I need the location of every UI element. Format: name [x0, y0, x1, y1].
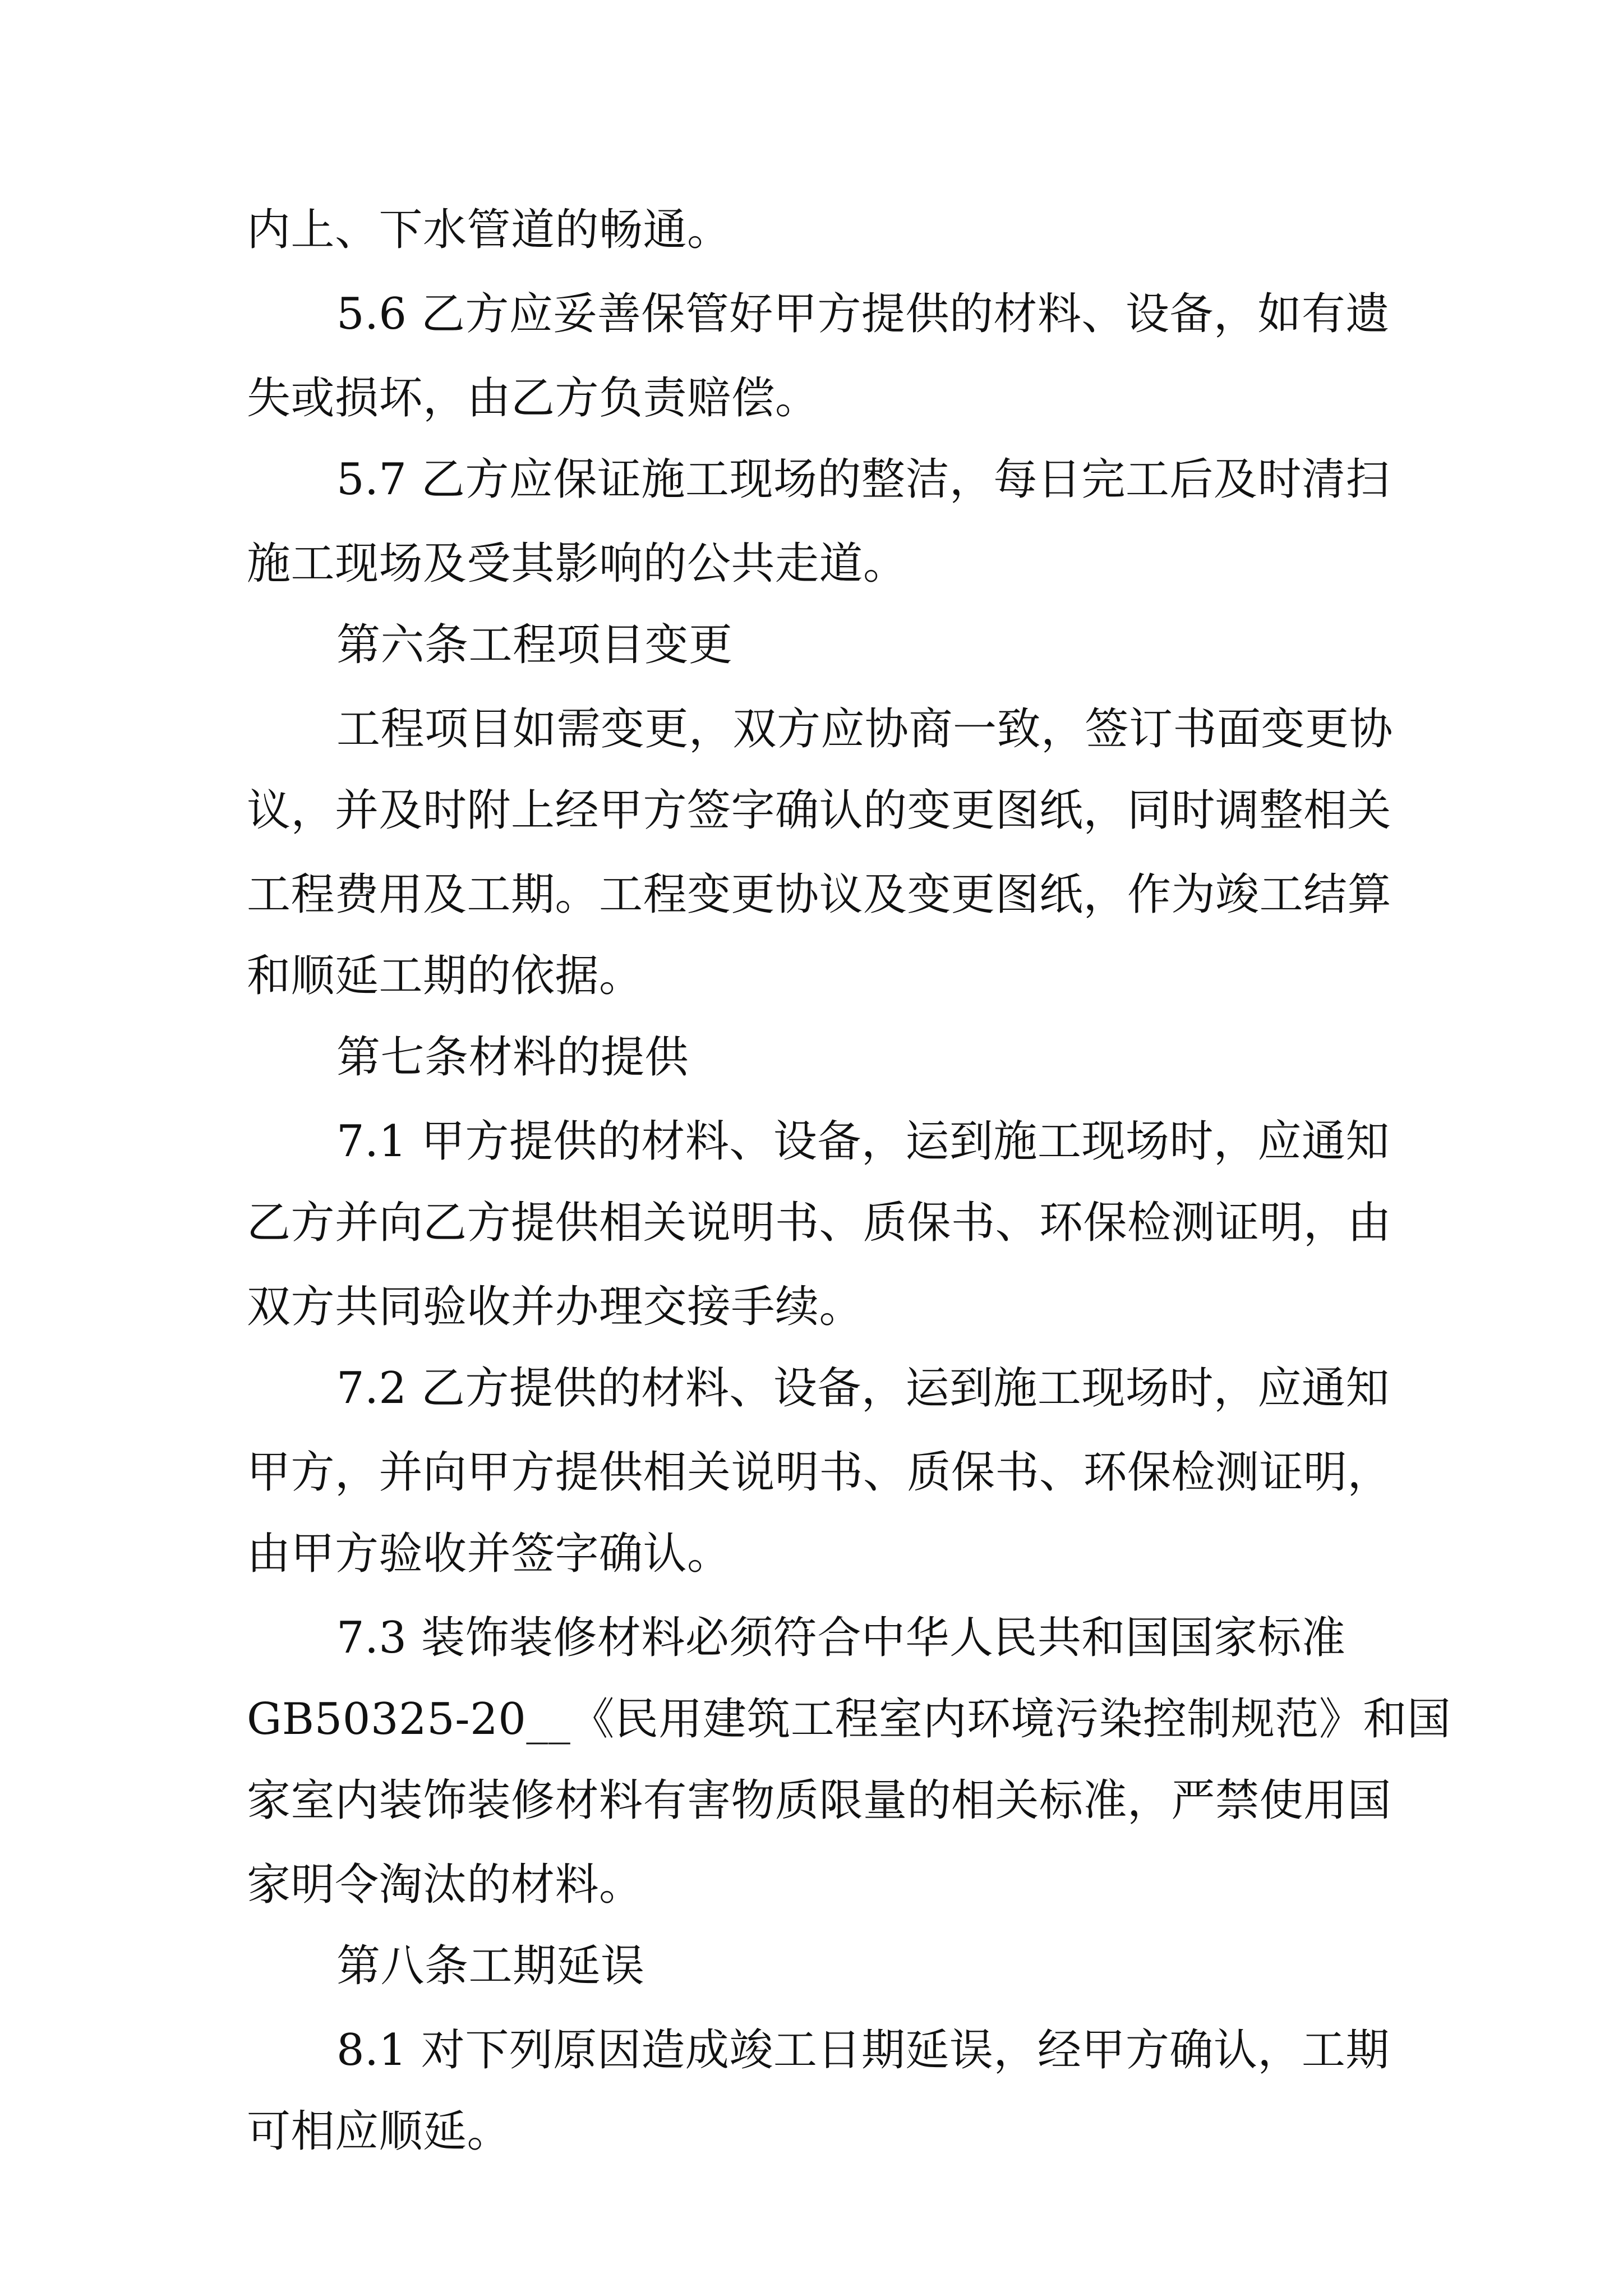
text-line-2: 5.6 乙方应妥善保管好甲方提供的材料、设备，如有遗: [336, 289, 1390, 339]
text-line-16: 甲方，并向甲方提供相关说明书、质保书、环保检测证明，: [247, 1447, 1392, 1498]
text-line-10: 和顺延工期的依据。: [247, 951, 643, 1001]
text-line-17: 由甲方验收并签字确认。: [247, 1529, 731, 1579]
text-line-20: 家室内装饰装修材料有害物质限量的相关标准，严禁使用国: [247, 1775, 1392, 1826]
text-line-7: 工程项目如需变更，双方应协商一致，签订书面变更协: [336, 704, 1394, 754]
text-line-5: 施工现场及受其影响的公共走道。: [247, 539, 907, 589]
section-heading-7: 第七条材料的提供: [336, 1032, 689, 1083]
text-line-9: 工程费用及工期。工程变更协议及变更图纸，作为竣工结算: [247, 869, 1392, 920]
text-line-8: 议，并及时附上经甲方签字确认的变更图纸，同时调整相关: [247, 785, 1392, 836]
text-line-1: 内上、下水管道的畅通。: [247, 205, 731, 255]
section-heading-8: 第八条工期延误: [336, 1941, 645, 1991]
text-line-3: 失或损坏，由乙方负责赔偿。: [247, 373, 819, 424]
text-line-23: 8.1 对下列原因造成竣工日期延误，经甲方确认，工期: [336, 2025, 1390, 2076]
text-line-19: GB50325-20__《民用建筑工程室内环境污染控制规范》和国: [247, 1694, 1451, 1745]
text-line-21: 家明令淘汰的材料。: [247, 1860, 643, 1910]
text-line-14: 双方共同验收并办理交接手续。: [247, 1282, 864, 1332]
text-line-24: 可相应顺延。: [247, 2106, 511, 2157]
text-line-13: 乙方并向乙方提供相关说明书、质保书、环保检测证明，由: [247, 1198, 1392, 1248]
text-line-18: 7.3 装饰装修材料必须符合中华人民共和国国家标准: [336, 1613, 1346, 1663]
text-line-4: 5.7 乙方应保证施工现场的整洁，每日完工后及时清扫: [336, 454, 1390, 505]
text-line-15: 7.2 乙方提供的材料、设备，运到施工现场时，应通知: [336, 1363, 1390, 1414]
section-heading-6: 第六条工程项目变更: [336, 620, 733, 670]
text-line-12: 7.1 甲方提供的材料、设备，运到施工现场时，应通知: [336, 1116, 1390, 1167]
